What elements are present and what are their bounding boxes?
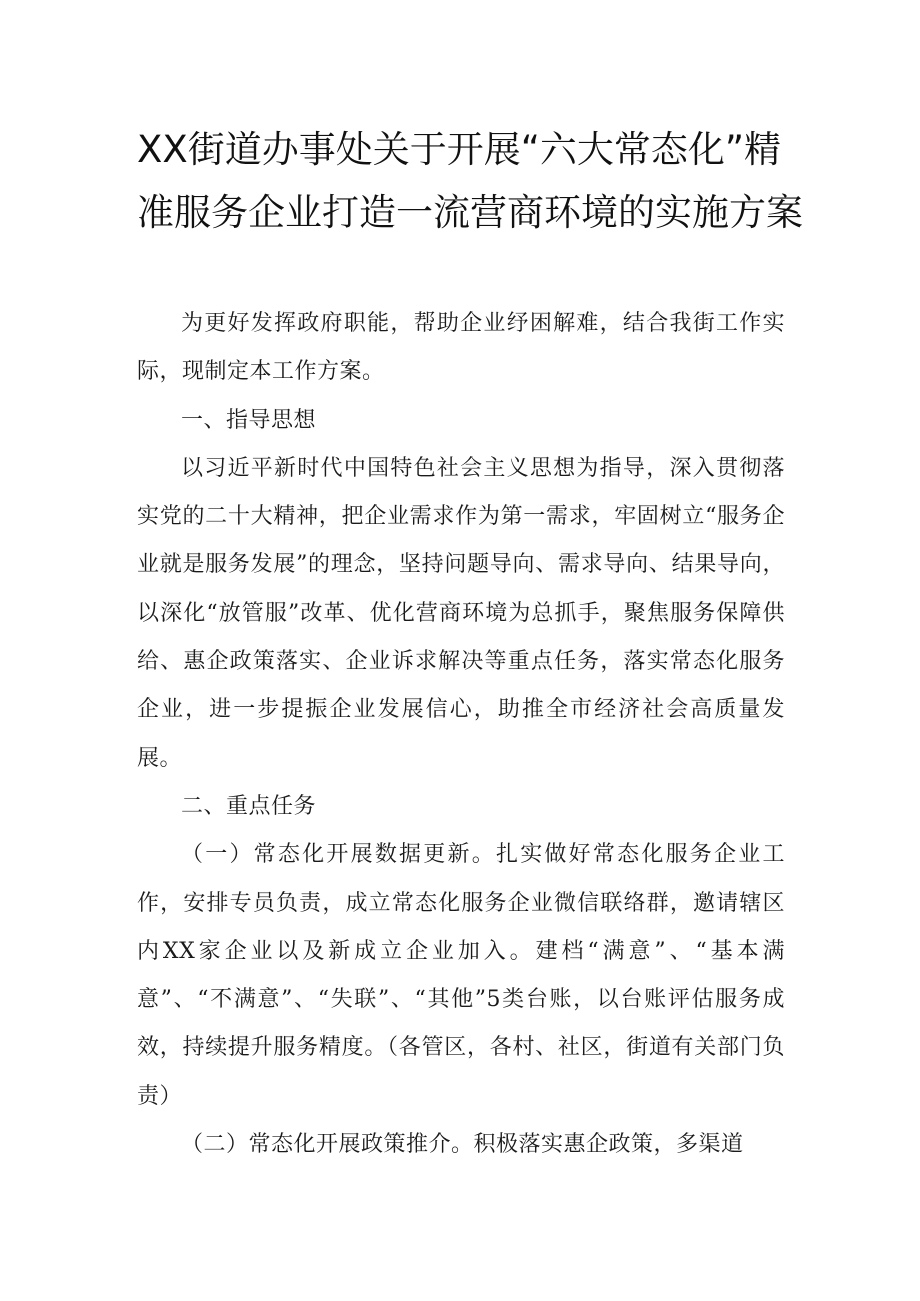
document-title [137, 118, 803, 244]
section-heading-key-tasks: 二、重点任务 [181, 793, 317, 819]
section-heading-guiding-ideology: 一、指导思想 [181, 407, 317, 433]
guiding-ideology-paragraph: 以习近平新时代中国特色社会主义思想为指导，深入贯彻落实党的二十大精神，把企业需求作为第一需求，牢固树立“服务企业就是服务发展”的理念，坚持问题导向、需求导向、结果导向，以深化“放管服”改革、优化营商环境为总抓手，聚焦服务保障供给、惠企政策落实、企业诉求解决等重点任务，落实常态化服务企业，进一步提振企业发展信心，助推全市经济社会高质量发展。 [137, 455, 785, 771]
task-2-paragraph: （二）常态化开展政策推介。积极落实惠企政策，多渠道 [181, 1132, 744, 1158]
title-line-2: 准服务企业打造一流营商环境的实施方案 [137, 191, 803, 234]
document-body [137, 300, 785, 1169]
task-1-paragraph: （一）常态化开展数据更新。扎实做好常态化服务企业工作，安排专员负责，成立常态化服务企业微信联络群，邀请辖区内XX家企业以及新成立企业加入。建档“满意”、“基本满意”、“不满意”、“失联”、“其他”5类台账，以台账评估服务成效，持续提升服务精度。（各管区，各村、社区，街道有关部门负责） [137, 842, 785, 1109]
intro-paragraph: 为更好发挥政府职能，帮助企业纾困解难，结合我街工作实际，现制定本工作方案。 [137, 311, 785, 385]
title-line-1: XX街道办事处关于开展“六大常态化”精 [137, 128, 782, 171]
